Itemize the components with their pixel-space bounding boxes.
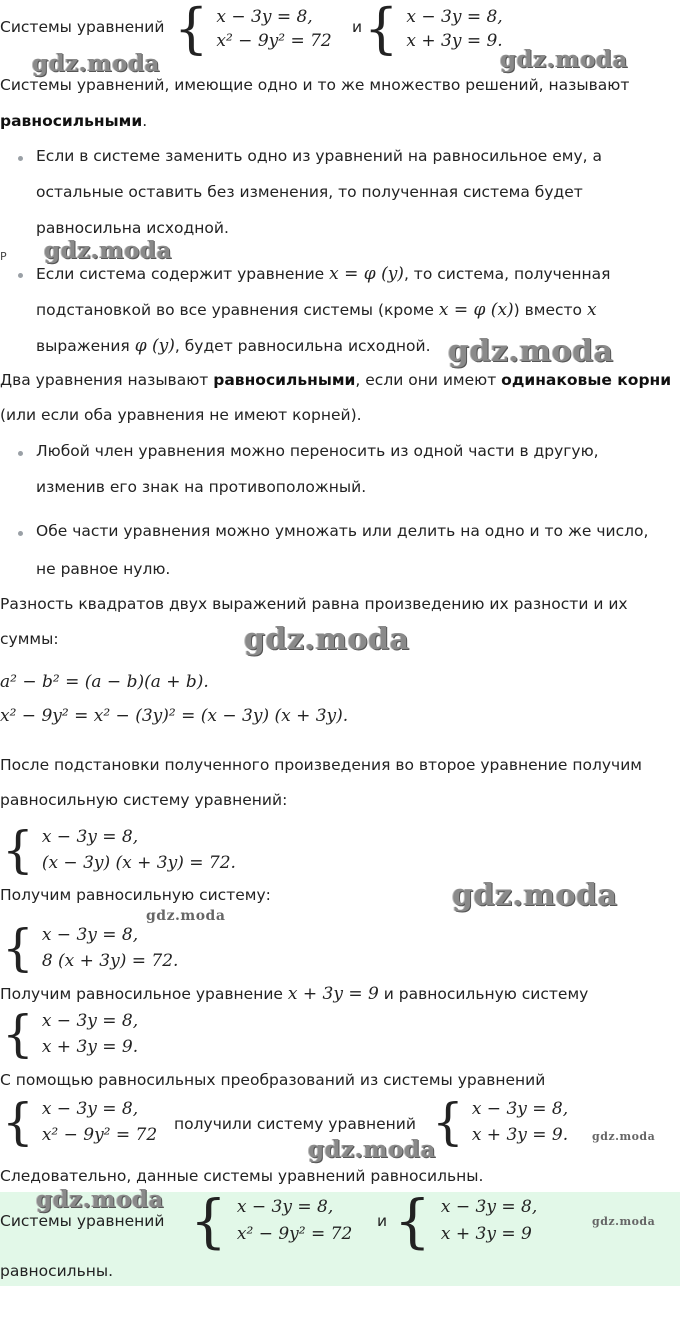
watermark: gdz.moda [146, 908, 226, 924]
intro-prefix: Системы уравнений [0, 18, 165, 36]
diff-squares-line2: суммы: [0, 630, 59, 648]
equation: x² − 9y² = 72 [41, 1125, 158, 1145]
def-systems-line2 [0, 112, 147, 130]
equation: x − 3y = 8, [41, 827, 139, 847]
bullet-text-line: равносильна исходной. [36, 219, 229, 237]
term-bold: одинаковые корни [501, 371, 672, 389]
watermark: gdz.moda [592, 1130, 656, 1143]
watermark: gdz.moda [44, 237, 172, 264]
text: подстановкой во все уравнения системы (кроме [36, 301, 434, 319]
step4-text: С помощью равносильных преобразований из системы уравнений [0, 1071, 546, 1089]
answer-joiner: и [377, 1212, 388, 1230]
bullet-text-line: Если в системе заменить одно из уравнений на равносильное ему, а [36, 147, 603, 165]
text: Если система содержит уравнение [36, 265, 325, 283]
text: выражения [36, 337, 130, 355]
system-step3 [2, 1005, 139, 1063]
equation: x + 3y = 9 [440, 1224, 532, 1244]
intro-system-2 [364, 0, 503, 60]
brace: { [2, 1005, 34, 1063]
equation: x − 3y = 8, [236, 1197, 334, 1217]
bullet-text-line: Любой член уравнения можно переносить из одной части в другую, [36, 442, 599, 460]
watermark: gdz.moda [32, 50, 160, 77]
answer-prefix: Системы уравнений [0, 1212, 165, 1230]
math-inline: x = φ (y) [329, 264, 404, 284]
answer-end: равносильны. [0, 1262, 114, 1280]
conclusion-text: Следовательно, данные системы уравнений равносильны. [0, 1167, 484, 1185]
equation: x − 3y = 8, [471, 1099, 569, 1119]
math-inline: x = φ (x) [438, 300, 514, 320]
text: ) вместо [513, 301, 583, 319]
equation: x − 3y = 8, [41, 925, 139, 945]
system-step4-result [432, 1093, 569, 1151]
equation: x + 3y = 9. [41, 1037, 139, 1057]
def-equations-line2: (или если оба уравнения не имеют корней). [0, 406, 362, 424]
equation: x − 3y = 8, [406, 7, 503, 27]
system-step2 [2, 919, 179, 977]
watermark: gdz.moda [244, 622, 410, 657]
text: , то система, полученная [403, 265, 611, 283]
bullet-text-line: не равное нулю. [36, 560, 171, 578]
bullet-text-line: остальные оставить без изменения, то полученная система будет [36, 183, 583, 201]
intro-joiner: и [352, 18, 363, 36]
math-inline: x + 3y = 9 [287, 984, 379, 1004]
bullet-dot [18, 156, 23, 161]
substitution-line2: равносильную систему уравнений: [0, 791, 288, 809]
def-equations-line1 [0, 371, 671, 389]
text: Получим равносильное уравнение [0, 985, 283, 1003]
bullet-text-line [36, 300, 597, 320]
system-step4-original [2, 1093, 158, 1151]
math-inline: x [586, 300, 597, 320]
answer-system-2 [394, 1187, 538, 1255]
watermark: gdz.moda [308, 1136, 436, 1163]
bullet-dot [18, 451, 23, 456]
bullet-text-line: Обе части уравнения можно умножать или делить на одно и то же число, [36, 522, 649, 540]
substitution-line1: После подстановки полученного произведения во второе уравнение получим [0, 756, 642, 774]
formula-diff-squares: a² − b² = (a − b)(a + b). [0, 672, 209, 692]
period: . [142, 112, 148, 130]
watermark: gdz.moda [448, 334, 614, 369]
answer-system-1 [190, 1187, 353, 1255]
bullet-dot [18, 273, 23, 278]
intro-system-1 [174, 0, 332, 60]
formula-factorization: x² − 9y² = x² − (3y)² = (x − 3y) (x + 3y). [0, 706, 349, 726]
watermark: gdz.moda [36, 1186, 164, 1213]
text: Два уравнения называют [0, 371, 209, 389]
equation: x + 3y = 9. [471, 1125, 569, 1145]
brace: { [174, 0, 209, 60]
diff-squares-line1: Разность квадратов двух выражений равна произведению их разности и их [0, 595, 628, 613]
watermark: gdz.moda [500, 46, 628, 73]
brace: { [2, 1093, 34, 1151]
watermark: gdz.moda [452, 878, 618, 913]
bullet-text-line: изменив его знак на противоположный. [36, 478, 367, 496]
system-substituted [2, 821, 236, 879]
brace: { [2, 919, 34, 977]
equation: x − 3y = 8, [440, 1197, 538, 1217]
step3-text [0, 984, 588, 1004]
equation: x − 3y = 8, [41, 1011, 139, 1031]
equation: x² − 9y² = 72 [216, 31, 332, 51]
brace: { [190, 1187, 227, 1255]
equation: x² − 9y² = 72 [236, 1224, 353, 1244]
brace: { [364, 0, 399, 60]
def-systems-line1: Системы уравнений, имеющие одно и то же множество решений, называют [0, 76, 630, 94]
bullet-dot [18, 531, 23, 536]
equation: (x − 3y) (x + 3y) = 72. [41, 853, 236, 873]
equation: x − 3y = 8, [216, 7, 313, 27]
text: , будет равносильна исходной. [174, 337, 431, 355]
brace: { [394, 1187, 431, 1255]
equation: x − 3y = 8, [41, 1099, 139, 1119]
step4-middle: получили систему уравнений [174, 1115, 416, 1133]
brace: { [432, 1093, 464, 1151]
bullet-text-line [36, 264, 610, 284]
equation: 8 (x + 3y) = 72. [41, 951, 179, 971]
math-inline: φ (y) [134, 336, 175, 356]
term-bold: равносильными [213, 371, 356, 389]
term-bold: равносильными [0, 112, 143, 130]
bullet-text-line [36, 336, 431, 356]
step2-text: Получим равносильную систему: [0, 886, 271, 904]
text: , если они имеют [355, 371, 497, 389]
brace: { [2, 821, 34, 879]
cut-letter: Р [0, 250, 7, 263]
text: и равносильную систему [383, 985, 589, 1003]
equation: x + 3y = 9. [406, 31, 503, 51]
watermark: gdz.moda [592, 1215, 656, 1228]
